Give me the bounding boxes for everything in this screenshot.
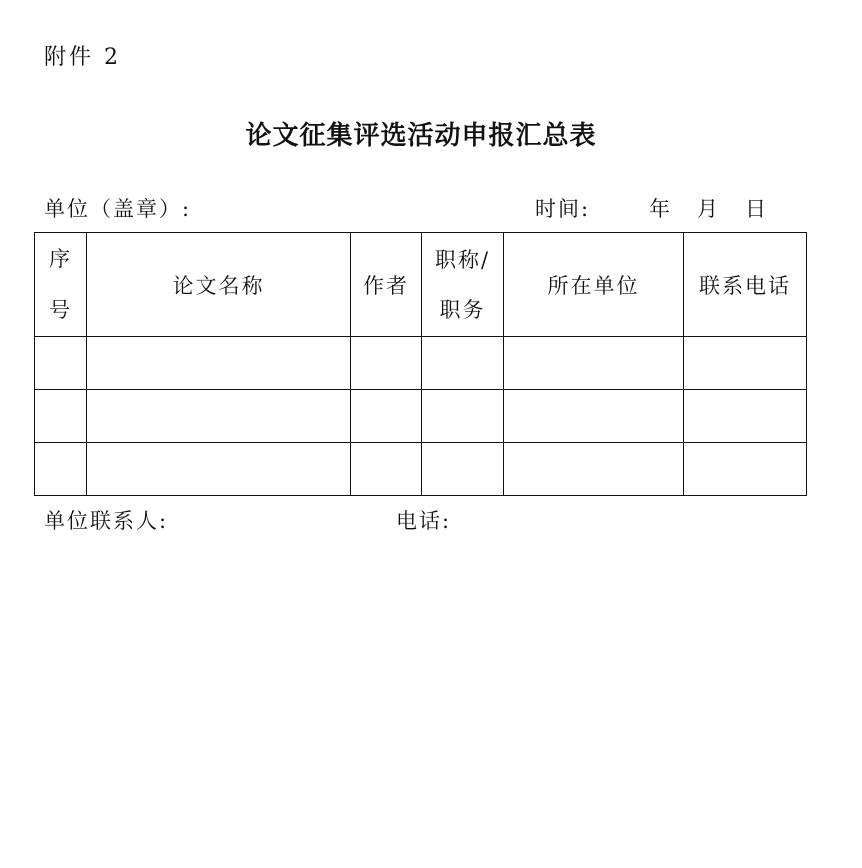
phone-label: 电话: bbox=[396, 509, 452, 533]
header-unit: 所在单位 bbox=[504, 233, 684, 337]
date-line bbox=[535, 193, 766, 223]
header-author: 作者 bbox=[351, 233, 422, 337]
unit-contact-label: 单位联系人: bbox=[44, 509, 169, 533]
header-title-position bbox=[422, 233, 504, 337]
summary-table bbox=[34, 232, 807, 496]
header-seq-line2: 号 bbox=[49, 297, 72, 322]
table-cell[interactable] bbox=[504, 443, 684, 496]
table-cell[interactable] bbox=[422, 443, 504, 496]
table-row bbox=[35, 337, 807, 390]
time-label: 时间: bbox=[535, 197, 591, 221]
attachment-label: 附件 2 bbox=[44, 45, 121, 70]
table-cell[interactable] bbox=[504, 337, 684, 390]
month-label: 月 bbox=[697, 197, 718, 221]
table-cell[interactable] bbox=[422, 390, 504, 443]
day-label: 日 bbox=[745, 197, 766, 221]
table-cell[interactable] bbox=[504, 390, 684, 443]
header-title-line2: 职务 bbox=[439, 297, 486, 322]
table-cell[interactable] bbox=[684, 390, 807, 443]
table-cell[interactable] bbox=[87, 390, 351, 443]
header-paper-name: 论文名称 bbox=[87, 233, 351, 337]
page-title: 论文征集评选活动申报汇总表 bbox=[245, 121, 597, 151]
table-cell[interactable] bbox=[351, 337, 422, 390]
header-seq bbox=[35, 233, 87, 337]
table-header-row bbox=[35, 233, 807, 337]
table-cell[interactable] bbox=[35, 443, 87, 496]
table-cell[interactable] bbox=[35, 337, 87, 390]
table-row bbox=[35, 443, 807, 496]
table-cell[interactable] bbox=[684, 337, 807, 390]
header-phone: 联系电话 bbox=[684, 233, 807, 337]
table-cell[interactable] bbox=[87, 443, 351, 496]
header-title-line1: 职称/ bbox=[434, 247, 491, 272]
header-seq-line1: 序 bbox=[49, 246, 72, 271]
table-cell[interactable] bbox=[87, 337, 351, 390]
year-label: 年 bbox=[649, 197, 670, 221]
unit-seal-label: 单位（盖章）: bbox=[44, 197, 192, 221]
table-cell[interactable] bbox=[684, 443, 807, 496]
table-cell[interactable] bbox=[351, 443, 422, 496]
table-cell[interactable] bbox=[351, 390, 422, 443]
table-cell[interactable] bbox=[422, 337, 504, 390]
table-row bbox=[35, 390, 807, 443]
table-cell[interactable] bbox=[35, 390, 87, 443]
